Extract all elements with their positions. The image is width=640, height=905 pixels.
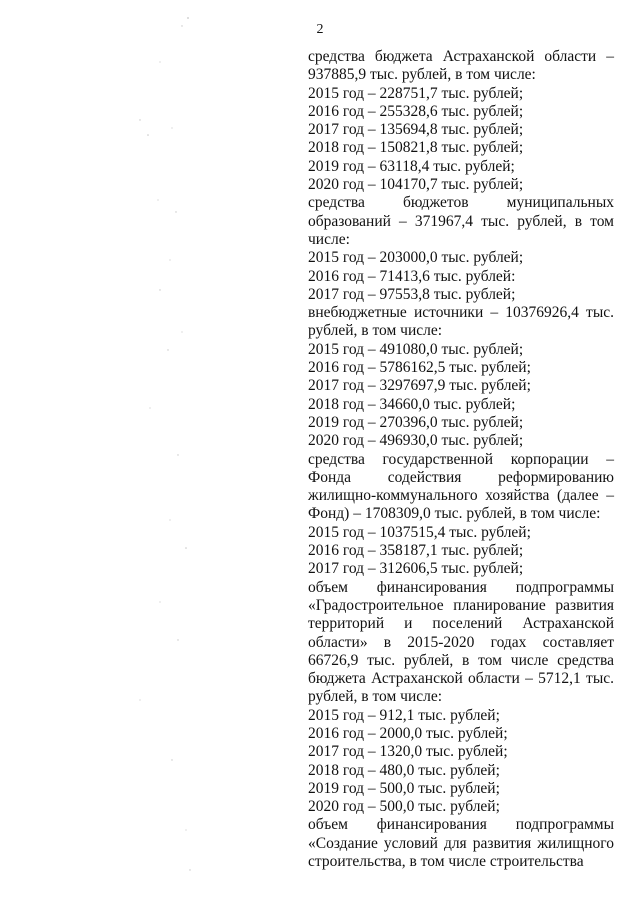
year-amount-line: 2019 год – 500,0 тыс. рублей; xyxy=(308,779,500,797)
year-amount-line: 2017 год – 312606,5 тыс. рублей; xyxy=(308,560,524,578)
paragraph: объем финансирования подпрограммы «Создание условий для развития жилищного строительства, в том числе строительства xyxy=(308,816,614,871)
year-amount-line: 2016 год – 358187,1 тыс. рублей; xyxy=(308,542,524,560)
paragraph: средства бюджетов муниципальных образований – 371967,4 тыс. рублей, в том числе: xyxy=(308,194,614,248)
page-number: 2 xyxy=(316,22,324,37)
year-amount-line: 2015 год – 203000,0 тыс. рублей; xyxy=(308,249,524,267)
paragraph: объем финансирования подпрограммы «Градостроительное планирование развития территорий и поселений Астраханской области» в 2015-2020 годах составляет 66726,9 тыс. рублей, в том числе средства бюджета Астраханской области – 5712,1 тыс. рублей, в том числе: xyxy=(308,578,614,706)
year-amount-line: 2020 год – 496930,0 тыс. рублей; xyxy=(308,432,524,450)
year-amount-line: 2015 год – 912,1 тыс. рублей; xyxy=(308,706,500,724)
paragraph: средства государственной корпорации – Фонда содействия реформированию жилищно-коммунального хозяйства (далее – Фонд) – 1708309,0 тыс. рублей, в том числе: xyxy=(308,450,614,523)
year-amount-line: 2015 год – 228751,7 тыс. рублей; xyxy=(308,84,524,102)
year-amount-line: 2017 год – 1320,0 тыс. рублей; xyxy=(308,743,508,761)
year-amount-line: 2016 год – 71413,6 тыс. рублей: xyxy=(308,267,516,285)
year-amount-line: 2018 год – 480,0 тыс. рублей; xyxy=(308,761,500,779)
year-amount-line: 2020 год – 500,0 тыс. рублей; xyxy=(308,798,500,816)
paragraph: средства бюджета Астраханской области – 937885,9 тыс. рублей, в том числе: xyxy=(308,48,614,84)
year-amount-line: 2019 год – 63118,4 тыс. рублей; xyxy=(308,157,515,175)
year-amount-line: 2016 год – 5786162,5 тыс. рублей; xyxy=(308,359,531,377)
year-amount-line: 2018 год – 150821,8 тыс. рублей; xyxy=(308,139,524,157)
year-amount-line: 2015 год – 491080,0 тыс. рублей; xyxy=(308,340,524,358)
document-body xyxy=(308,48,614,871)
year-amount-line: 2015 год – 1037515,4 тыс. рублей; xyxy=(308,523,531,541)
year-amount-line: 2019 год – 270396,0 тыс. рублей; xyxy=(308,413,524,431)
year-amount-line: 2017 год – 97553,8 тыс. рублей; xyxy=(308,285,516,303)
scan-noise xyxy=(0,0,300,905)
paragraph: внебюджетные источники – 10376926,4 тыс. рублей, в том числе: xyxy=(308,304,614,340)
year-amount-line: 2020 год – 104170,7 тыс. рублей; xyxy=(308,176,524,194)
year-amount-line: 2017 год – 3297697,9 тыс. рублей; xyxy=(308,377,531,395)
year-amount-line: 2017 год – 135694,8 тыс. рублей; xyxy=(308,121,524,139)
year-amount-line: 2018 год – 34660,0 тыс. рублей; xyxy=(308,395,516,413)
year-amount-line: 2016 год – 255328,6 тыс. рублей; xyxy=(308,102,524,120)
year-amount-line: 2016 год – 2000,0 тыс. рублей; xyxy=(308,724,508,742)
